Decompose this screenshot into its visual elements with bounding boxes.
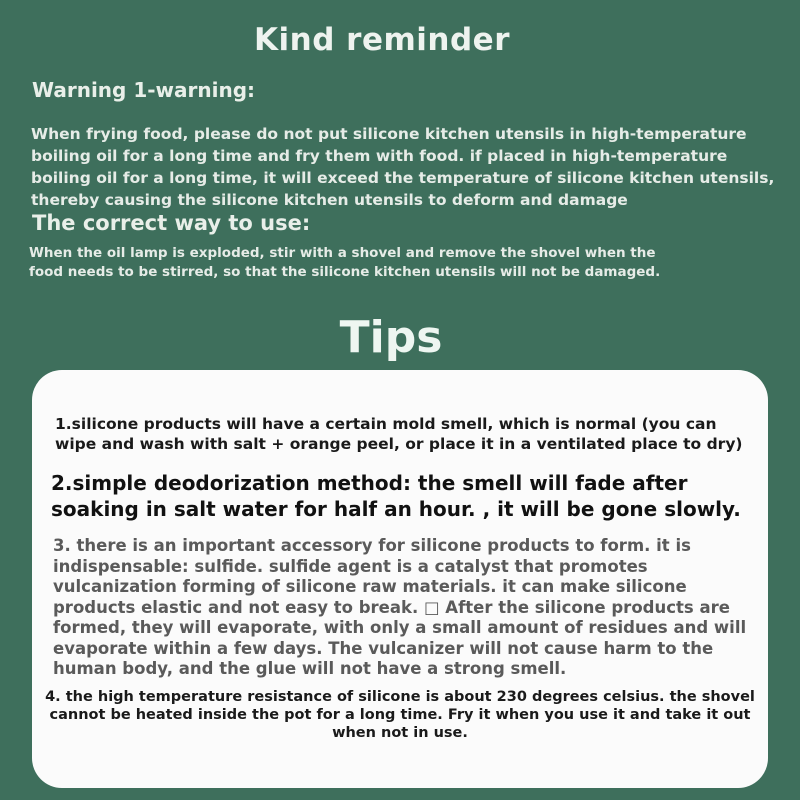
tip-item-4: 4. the high temperature resistance of silicone is about 230 degrees celsius. the shovel cannot be heated inside the pot for a long time. Fry it when you use it and take it out when not in use. [45,689,755,741]
tips-card [32,370,768,788]
warning-text: When frying food, please do not put silicone kitchen utensils in high-temperature boiling oil for a long time and fry them with food. if placed in high-temperature boiling oil for a long time, it will exceed the temperature of silicone kitchen utensils, thereby causing the silicone kitchen utensils to deform and damage [31,125,775,209]
tip-item-3: 3. there is an important accessory for silicone products to form. it is indispensable: sulfide. sulfide agent is a catalyst that promotes vulcanization forming of silicone raw materials. it can make silicone products elastic and not easy to break. □ After the silicone products are formed, they will evaporate, with only a small amount of residues and will evaporate within a few days. The vulcanizer will not cause harm to the human body, and the glue will not have a strong smell. [53,536,747,678]
warning-heading: Warning 1-warning: [32,78,256,102]
page-title: Kind reminder [253,22,510,58]
tip-item-2: 2.simple deodorization method: the smell will fade after soaking in salt water for half an hour. , it will be gone slowly. [51,471,741,521]
usage-text: When the oil lamp is exploded, stir with a shovel and remove the shovel when the food needs to be stirred, so that the silicone kitchen utensils will not be damaged. [29,245,661,280]
usage-heading: The correct way to use: [32,211,311,235]
tip-item-1: 1.silicone products will have a certain mold smell, which is normal (you can wipe and wash with salt + orange peel, or place it in a ventilated place to dry) [55,415,743,453]
tips-heading: Tips [339,312,443,363]
